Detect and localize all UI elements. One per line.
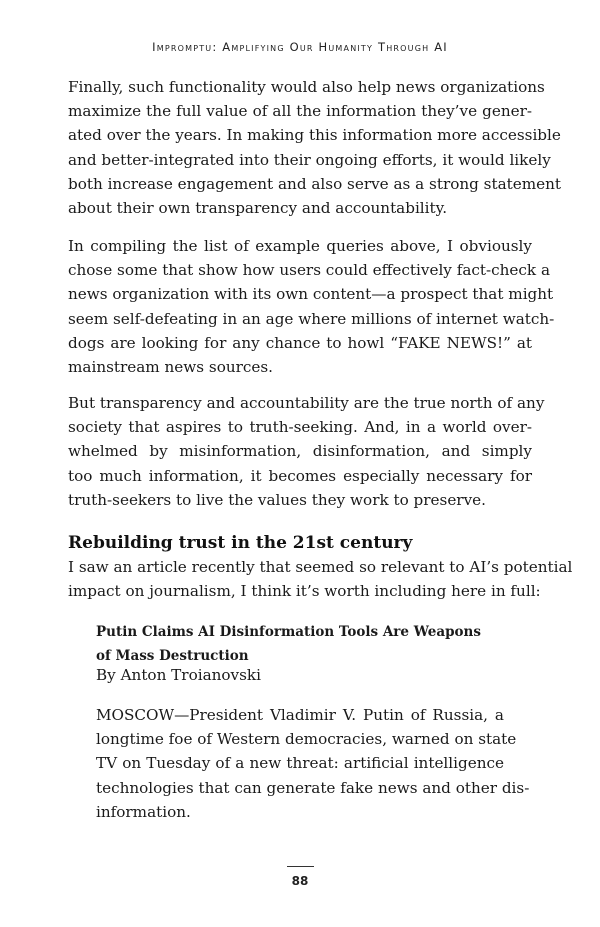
text-line: seem self-defeating in an age where millions of internet watch- bbox=[68, 309, 555, 328]
text-line: truth-seekers to live the values they work to preserve. bbox=[68, 490, 486, 509]
text-line: information. bbox=[96, 802, 191, 821]
text-line: impact on journalism, I think it’s worth including here in full: bbox=[68, 582, 541, 601]
quoted-article-body bbox=[96, 703, 530, 824]
page-number-rule bbox=[287, 866, 314, 867]
text-line: technologies that can generate fake news and other dis- bbox=[96, 778, 530, 797]
paragraph-2 bbox=[68, 234, 555, 379]
section-intro bbox=[68, 555, 573, 603]
text-line: maximize the full value of all the information they’ve gener- bbox=[68, 102, 532, 121]
text-line: dogs are looking for any chance to howl “FAKE NEWS!” at bbox=[68, 333, 532, 352]
text-line: TV on Tuesday of a new threat: artificial intelligence bbox=[96, 754, 504, 773]
quoted-article-byline: By Anton Troianovski bbox=[96, 666, 261, 684]
running-header: Impromptu: Amplifying Our Humanity Through AI bbox=[152, 40, 448, 54]
text-line: whelmed by misinformation, disinformation, and simply bbox=[68, 442, 532, 461]
text-line: news organization with its own content—a prospect that might bbox=[68, 285, 554, 304]
section-heading: Rebuilding trust in the 21st century bbox=[68, 533, 413, 553]
text-line: and better-integrated into their ongoing efforts, it would likely bbox=[68, 150, 551, 169]
text-line: Finally, such functionality would also help news organizations bbox=[68, 78, 545, 96]
text-line: too much information, it becomes especially necessary for bbox=[68, 466, 532, 485]
paragraph-1 bbox=[68, 75, 562, 220]
title-line: of Mass Destruction bbox=[96, 648, 249, 665]
text-line: society that aspires to truth-seeking. And, in a world over- bbox=[68, 418, 532, 437]
text-line: ated over the years. In making this information more accessible bbox=[68, 126, 561, 145]
text-line: both increase engagement and also serve as a strong statement bbox=[68, 174, 562, 193]
text-line: But transparency and accountability are the true north of any bbox=[68, 394, 545, 412]
text-line: MOSCOW—President Vladimir V. Putin of Russia, a bbox=[96, 706, 504, 724]
text-line: In compiling the list of example queries above, I obviously bbox=[68, 237, 532, 255]
text-line: about their own transparency and accountability. bbox=[68, 199, 448, 218]
paragraph-3 bbox=[68, 391, 545, 512]
title-line: Putin Claims AI Disinformation Tools Are Weapons bbox=[96, 624, 481, 640]
page-number: 88 bbox=[291, 874, 309, 888]
text-line: chose some that show how users could effectively fact-check a bbox=[68, 261, 550, 280]
text-line: longtime foe of Western democracies, warned on state bbox=[96, 730, 517, 749]
text-line: mainstream news sources. bbox=[68, 358, 274, 377]
quoted-article-title bbox=[96, 620, 516, 668]
text-line: I saw an article recently that seemed so relevant to AI’s potential bbox=[68, 558, 573, 576]
